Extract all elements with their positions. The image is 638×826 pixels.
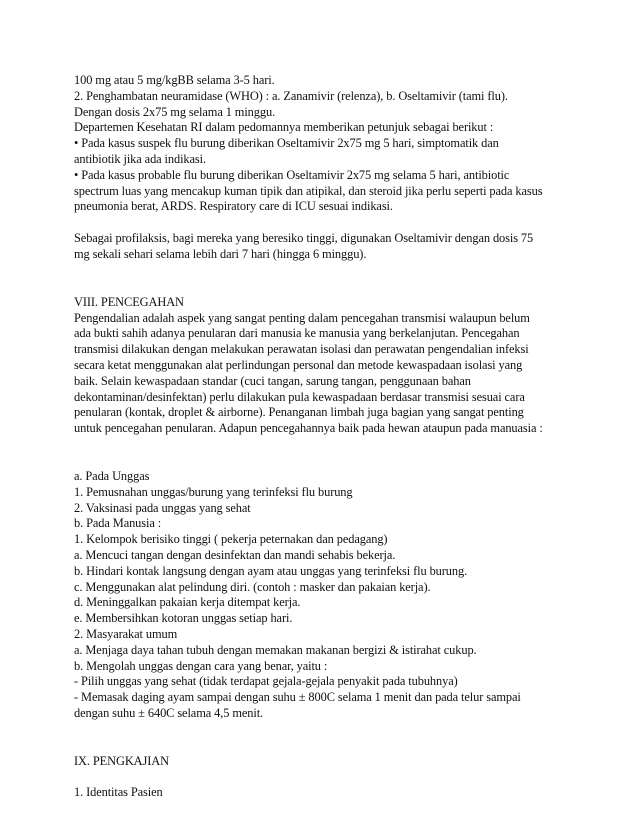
bullet-line: • Pada kasus probable flu burung diberikan Oseltamivir 2x75 mg selama 5 hari, antibiotic	[74, 167, 510, 182]
spacer	[74, 215, 574, 231]
subsection-heading: 1. Identitas Pasien	[74, 785, 163, 800]
text-line: 2. Penghambatan neuramidase (WHO) : a. Zanamivir (relenza), b. Oseltamivir (tami flu).	[74, 88, 508, 103]
text-line: Sebagai profilaksis, bagi mereka yang beresiko tinggi, digunakan Oseltamivir dengan dosis 75	[74, 231, 534, 246]
list-item: b. Mengolah unggas dengan cara yang benar, yaitu :	[74, 658, 328, 673]
list-item: d. Meninggalkan pakaian kerja ditempat kerja.	[74, 595, 301, 610]
text-line: pneumonia berat, ARDS. Respiratory care di ICU sesuai indikasi.	[74, 199, 393, 214]
bullet-line: • Pada kasus suspek flu burung diberikan Oseltamivir 2x75 mg 5 hari, simptomatik dan	[74, 136, 499, 151]
list-item: 1. Pemusnahan unggas/burung yang terinfeksi flu burung	[74, 484, 353, 499]
spacer	[74, 263, 574, 295]
spacer	[74, 722, 574, 754]
prevention-section	[74, 295, 574, 437]
text-line: dekontaminan/desinfektan) perlu dilakukan pula kewaspadaan berdasar transmisi sesuai cara	[74, 389, 525, 404]
list-item: dengan suhu ± 640C selama 4,5 menit.	[74, 705, 264, 720]
list-item: b. Pada Manusia :	[74, 516, 162, 531]
list-item: 1. Kelompok berisiko tinggi ( pekerja peternakan dan pedagang)	[74, 532, 388, 547]
text-line: untuk pencegahan penularan. Adapun pencegahannya baik pada hewan ataupun pada manuasia :	[74, 421, 543, 436]
text-line: secara ketat menggunakan alat perlindungan personal dan metode kewaspadaan isolasi yang	[74, 357, 523, 372]
text-line: Departemen Kesehatan RI dalam pedomannya memberikan petunjuk sebagai berikut :	[74, 120, 494, 135]
text-line: Dengan dosis 2x75 mg selama 1 minggu.	[74, 104, 276, 119]
treatment-paragraph	[74, 73, 574, 215]
text-line: penularan (kontak, droplet & airborne). Penanganan limbah juga bagian yang sangat penting	[74, 405, 524, 420]
text-line: antibiotik jika ada indikasi.	[74, 151, 206, 166]
text-line: spectrum luas yang mencakup kuman tipik dan atipikal, dan steroid jika perlu seperti pada kasus	[74, 183, 543, 198]
list-item: a. Pada Unggas	[74, 468, 150, 483]
list-item: e. Membersihkan kotoran unggas setiap hari.	[74, 611, 293, 626]
spacer	[74, 769, 574, 785]
list-item: - Memasak daging ayam sampai dengan suhu ± 800C selama 1 menit dan pada telur sampai	[74, 690, 521, 705]
text-line: baik. Selain kewaspadaan standar (cuci tangan, sarung tangan, penggunaan bahan	[74, 373, 471, 388]
list-item: 2. Vaksinasi pada unggas yang sehat	[74, 500, 251, 515]
text-line: transmisi dilakukan dengan melakukan perawatan isolasi dan perawatan pengendalian infeksi	[74, 342, 529, 357]
text-line: ada bukti sahih adanya penularan dari manusia ke manusia yang berkelanjutan. Pencegahan	[74, 326, 520, 341]
document-page	[74, 73, 574, 801]
list-item: 2. Masyarakat umum	[74, 626, 178, 641]
assessment-section	[74, 754, 574, 770]
patient-identity-section	[74, 785, 574, 801]
list-item: a. Mencuci tangan dengan desinfektan dan mandi sehabis bekerja.	[74, 547, 396, 562]
text-line: mg sekali sehari selama lebih dari 7 hari (hingga 6 minggu).	[74, 246, 367, 261]
list-item: c. Menggunakan alat pelindung diri. (contoh : masker dan pakaian kerja).	[74, 579, 431, 594]
prevention-list	[74, 469, 574, 722]
list-item: - Pilih unggas yang sehat (tidak terdapat gejala-gejala penyakit pada tubuhnya)	[74, 674, 458, 689]
text-line: Pengendalian adalah aspek yang sangat penting dalam pencegahan transmisi walaupun belum	[74, 310, 530, 325]
section-heading: VIII. PENCEGAHAN	[74, 294, 184, 309]
spacer	[74, 437, 574, 469]
text-line: 100 mg atau 5 mg/kgBB selama 3-5 hari.	[74, 73, 275, 87]
section-heading: IX. PENGKAJIAN	[74, 753, 169, 768]
list-item: b. Hindari kontak langsung dengan ayam atau unggas yang terinfeksi flu burung.	[74, 563, 468, 578]
list-item: a. Menjaga daya tahan tubuh dengan memakan makanan bergizi & istirahat cukup.	[74, 642, 477, 657]
prophylaxis-paragraph	[74, 231, 574, 263]
